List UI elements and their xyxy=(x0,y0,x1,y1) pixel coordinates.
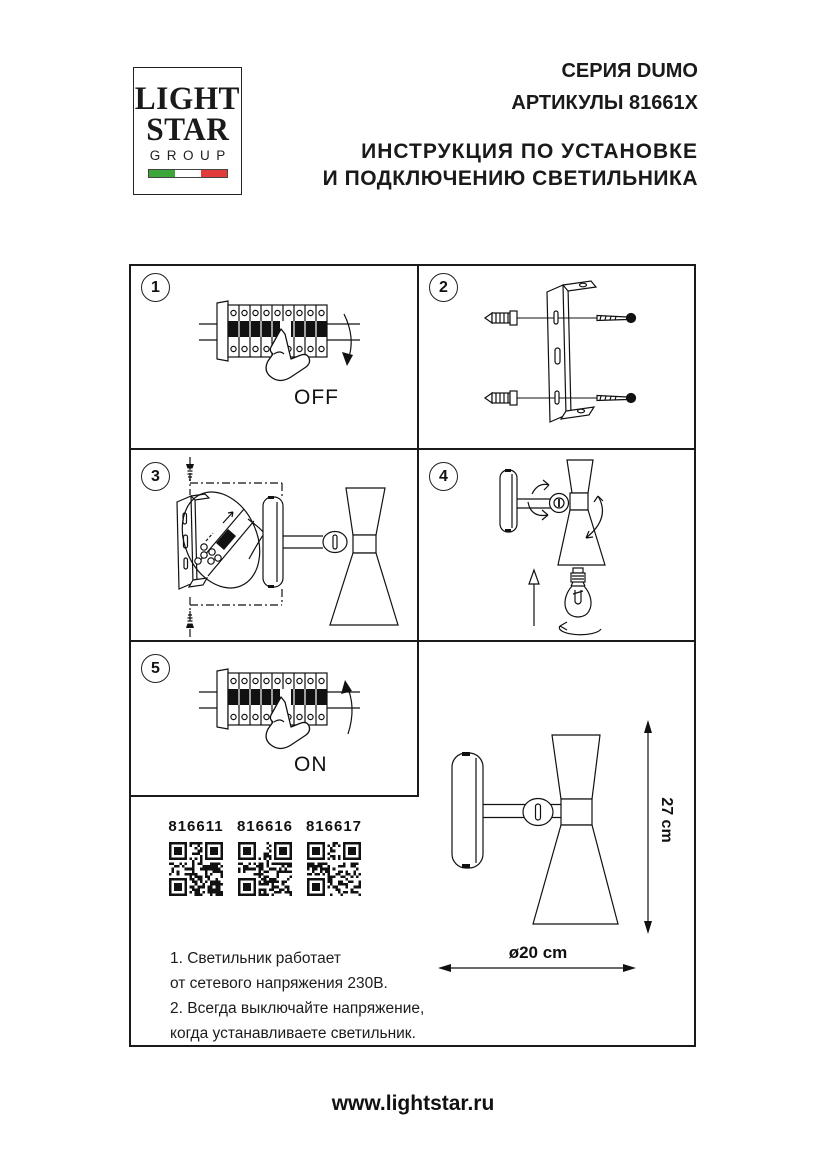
logo-word-light: LIGHT xyxy=(134,81,241,118)
website-url: www.lightstar.ru xyxy=(331,1092,495,1115)
qr-label: 816616 xyxy=(236,818,294,835)
flag-red-segment xyxy=(201,170,227,177)
qr-item-816617 xyxy=(306,818,362,896)
note-line: когда устанавливаете светильник. xyxy=(170,1025,416,1042)
step-4-digit: 4 xyxy=(439,467,448,485)
logo-word-group: GROUP xyxy=(149,147,232,163)
safety-notes xyxy=(170,946,424,1046)
series-title: СЕРИЯ DUMO xyxy=(561,60,698,82)
qr-section xyxy=(168,818,362,896)
italian-flag-bar xyxy=(148,169,228,178)
note-line: 2. Всегда выключайте напряжение, xyxy=(170,1000,425,1017)
step-1-number xyxy=(141,273,170,302)
step4-adjust-and-bulb-illustration xyxy=(468,458,693,640)
header-titles xyxy=(323,60,698,191)
qr-code-image xyxy=(238,842,292,896)
note-line: 1. Светильник работает xyxy=(170,950,341,967)
qr-code-image xyxy=(169,842,223,896)
arrow-down-icon xyxy=(342,352,353,366)
dimension-drawing xyxy=(428,708,693,993)
step-1-digit: 1 xyxy=(151,278,160,296)
grid-row-divider-3-left xyxy=(129,795,419,797)
flag-green-segment xyxy=(149,170,175,177)
qr-item-816611 xyxy=(168,818,224,896)
instruction-title-line1: ИНСТРУКЦИЯ ПО УСТАНОВКЕ xyxy=(361,140,698,163)
lightstar-logo xyxy=(133,67,242,195)
instruction-title-line2: И ПОДКЛЮЧЕНИЮ СВЕТИЛЬНИКА xyxy=(322,167,698,190)
off-label: OFF xyxy=(294,386,339,409)
step-2-number xyxy=(429,273,458,302)
step-5-digit: 5 xyxy=(151,659,160,677)
step-4-number xyxy=(429,462,458,491)
flag-white-segment xyxy=(175,170,201,177)
step-2-digit: 2 xyxy=(439,278,448,296)
step5-breaker-on-illustration xyxy=(197,668,367,788)
logo-word-star: STAR xyxy=(145,111,230,148)
grid-column-divider xyxy=(417,264,419,797)
step-3-digit: 3 xyxy=(151,467,160,485)
qr-item-816616 xyxy=(237,818,293,896)
step2-bracket-mounting-illustration xyxy=(455,278,675,433)
articles-title: АРТИКУЛЫ 81661X xyxy=(511,92,698,114)
step1-breaker-off-illustration xyxy=(197,300,367,420)
grid-row-divider-2 xyxy=(129,640,696,642)
diameter-dimension-label: ø20 cm xyxy=(508,943,568,962)
qr-label: 816611 xyxy=(168,818,224,835)
qr-code-image xyxy=(307,842,361,896)
step-5-number xyxy=(141,654,170,683)
qr-label: 816617 xyxy=(305,818,363,835)
grid-row-divider-1 xyxy=(129,448,696,450)
on-label: ON xyxy=(294,753,328,776)
height-dimension-label: 27 cm xyxy=(658,797,675,843)
step3-attach-fixture-illustration xyxy=(160,455,415,640)
note-line: от сетевого напряжения 230В. xyxy=(170,975,388,992)
